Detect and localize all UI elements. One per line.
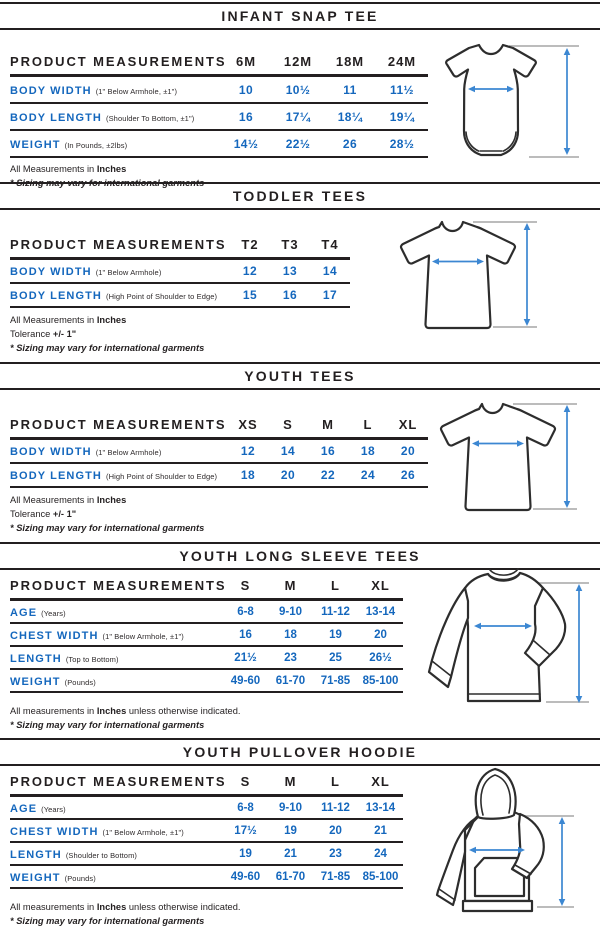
value-cell: 23 xyxy=(329,847,342,860)
value-cell: 6-8 xyxy=(237,801,254,814)
value-cell: 24 xyxy=(374,847,387,860)
row-desc: (1" Below Armhole, ±1") xyxy=(102,827,184,837)
row-desc: (Pounds) xyxy=(64,677,96,687)
measurements-table xyxy=(10,417,428,488)
row-desc: (1" Below Armhole) xyxy=(95,268,162,277)
table-row xyxy=(10,796,403,820)
hoodie-outline xyxy=(437,769,544,911)
section-youth-long-sleeve-tees xyxy=(0,542,600,738)
row-header-cell xyxy=(10,842,223,865)
product-measurements-header: PRODUCT MEASUREMENTS xyxy=(10,54,227,69)
note-text: All Measurements in xyxy=(10,164,97,174)
value-cell: 49-60 xyxy=(230,674,261,687)
value-cell: 18 xyxy=(284,628,297,641)
value-cell: 16 xyxy=(238,109,254,124)
table-row xyxy=(10,623,403,646)
value-cell: 11 xyxy=(343,82,357,97)
row-header-cell xyxy=(10,819,223,842)
value-cell: 20 xyxy=(374,628,387,641)
measurements-table xyxy=(10,54,428,158)
value-cell: 61-70 xyxy=(275,870,306,883)
size-column-header: S xyxy=(240,774,251,789)
value-cell: 19¼ xyxy=(389,109,415,124)
size-column-header: 24M xyxy=(387,54,417,69)
value-cell: 21 xyxy=(284,847,297,860)
value-cell: 26½ xyxy=(369,651,392,664)
value-cell: 15 xyxy=(242,288,258,302)
value-cell: 22½ xyxy=(285,136,311,151)
onesie-outline xyxy=(446,45,536,155)
row-header-cell xyxy=(10,130,220,157)
size-column-header: T2 xyxy=(241,237,259,252)
row-label: WEIGHT xyxy=(10,675,61,688)
youth-long-sleeve-tee-illustration xyxy=(420,556,595,713)
size-column-header: L xyxy=(331,578,340,593)
row-desc: (Top to Bottom) xyxy=(65,654,119,664)
note-text: All measurements in xyxy=(10,706,97,716)
value-cell: 17¼ xyxy=(285,109,311,124)
note-bold-text: +/- 1" xyxy=(52,509,77,520)
value-cell: 22 xyxy=(320,468,336,482)
value-cell: 12 xyxy=(242,264,258,278)
size-column-header: 18M xyxy=(335,54,365,69)
value-cell: 10½ xyxy=(285,82,311,97)
row-header-cell xyxy=(10,259,230,284)
note-text: All Measurements in xyxy=(10,495,97,505)
size-column-header: T4 xyxy=(321,237,339,252)
value-cell: 16 xyxy=(320,444,336,458)
measurements-table xyxy=(10,578,403,693)
value-cell: 13 xyxy=(282,264,298,278)
value-cell: 6-8 xyxy=(237,605,254,618)
row-header-cell xyxy=(10,623,223,646)
section-toddler-tees xyxy=(0,182,600,362)
sizing-note: * Sizing may vary for international garments xyxy=(10,178,205,189)
row-label: BODY WIDTH xyxy=(10,84,92,97)
row-desc: (Years) xyxy=(41,804,66,814)
section-header xyxy=(0,2,600,30)
row-label: WEIGHT xyxy=(10,871,61,884)
section-header xyxy=(0,362,600,390)
row-label: WEIGHT xyxy=(10,138,61,151)
sizing-note: * Sizing may vary for international garments xyxy=(10,916,205,926)
row-label: CHEST WIDTH xyxy=(10,825,99,838)
value-cell: 19 xyxy=(284,824,297,837)
value-cell: 14 xyxy=(280,444,296,458)
note-bold-text: Inches xyxy=(96,902,127,912)
note-bold-text: Inches xyxy=(96,164,127,174)
table-row xyxy=(10,130,428,157)
table-row xyxy=(10,646,403,669)
value-cell: 11-12 xyxy=(321,801,350,814)
table-row xyxy=(10,819,403,842)
section-title: TODDLER TEES xyxy=(232,188,368,204)
value-cell: 10 xyxy=(238,82,254,97)
row-desc: (Pounds) xyxy=(64,873,96,883)
youth-pullover-hoodie-illustration xyxy=(422,760,587,923)
value-cell: 11½ xyxy=(390,82,414,97)
sizing-note: * Sizing may vary for international garments xyxy=(10,523,205,534)
sizing-note: * Sizing may vary for international garments xyxy=(10,343,205,354)
row-header-cell xyxy=(10,646,223,669)
row-desc: (High Point of Shoulder to Edge) xyxy=(105,472,218,481)
section-title: YOUTH LONG SLEEVE TEES xyxy=(179,548,421,564)
value-cell: 11-12 xyxy=(321,605,350,618)
note-text: unless otherwise indicated. xyxy=(126,902,241,912)
size-column-header: M xyxy=(284,578,297,593)
value-cell: 19 xyxy=(329,628,342,641)
note-bold-text: Inches xyxy=(96,495,127,505)
value-cell: 21½ xyxy=(234,651,257,664)
row-desc: (Shoulder to Bottom) xyxy=(65,850,138,860)
tee-outline xyxy=(401,222,515,328)
note-text: unless otherwise indicated. xyxy=(126,706,241,716)
size-column-header: 6M xyxy=(235,54,257,69)
size-column-header: L xyxy=(331,774,340,789)
table-row xyxy=(10,76,428,104)
row-header-cell xyxy=(10,76,220,104)
toddler-tee-illustration xyxy=(385,212,543,343)
table-row xyxy=(10,669,403,692)
row-header-cell xyxy=(10,103,220,130)
value-cell: 18 xyxy=(240,468,256,482)
row-label: BODY WIDTH xyxy=(10,266,92,278)
value-cell: 71-85 xyxy=(320,674,351,687)
note-bold-text: +/- 1" xyxy=(52,329,77,340)
product-measurements-header: PRODUCT MEASUREMENTS xyxy=(10,774,227,789)
body-length-arrow xyxy=(564,405,571,508)
value-cell: 18 xyxy=(360,444,376,458)
row-label: LENGTH xyxy=(10,848,62,861)
value-cell: 12 xyxy=(240,444,256,458)
value-cell: 13-14 xyxy=(365,801,396,814)
note-bold-text: Inches xyxy=(96,706,127,716)
note-text: Tolerance xyxy=(10,509,53,520)
long-sleeve-tee-outline xyxy=(429,569,565,701)
row-desc: (1" Below Armhole, ±1") xyxy=(95,86,178,96)
row-header-cell xyxy=(10,865,223,888)
value-cell: 21 xyxy=(374,824,387,837)
size-column-header: T3 xyxy=(281,237,299,252)
row-desc: (1" Below Armhole) xyxy=(95,448,162,457)
table-row xyxy=(10,259,350,284)
table-header-row xyxy=(10,578,403,600)
table-row xyxy=(10,439,428,464)
value-cell: 61-70 xyxy=(275,674,306,687)
measurements-table xyxy=(10,237,350,308)
value-cell: 23 xyxy=(284,651,297,664)
row-label: CHEST WIDTH xyxy=(10,629,99,642)
table-header-row xyxy=(10,237,350,259)
size-column-header: XS xyxy=(238,417,258,432)
section-youth-tees xyxy=(0,362,600,542)
size-column-header: M xyxy=(322,417,334,432)
row-header-cell xyxy=(10,796,223,820)
row-desc: (1" Below Armhole, ±1") xyxy=(102,631,184,641)
size-column-header: XL xyxy=(371,578,390,593)
size-column-header: M xyxy=(284,774,297,789)
table-row xyxy=(10,103,428,130)
infant-onesie-illustration xyxy=(433,36,583,173)
table-row xyxy=(10,842,403,865)
note-text: Tolerance xyxy=(10,329,53,340)
youth-tee-illustration xyxy=(425,394,583,525)
section-title: YOUTH PULLOVER HOODIE xyxy=(182,744,418,760)
row-label: BODY LENGTH xyxy=(10,290,102,302)
value-cell: 26 xyxy=(342,136,358,151)
size-column-header: L xyxy=(363,417,373,432)
value-cell: 20 xyxy=(280,468,296,482)
row-header-cell xyxy=(10,439,228,464)
value-cell: 19 xyxy=(239,847,252,860)
value-cell: 14 xyxy=(322,264,338,278)
value-cell: 28½ xyxy=(389,136,415,151)
row-desc: (Shoulder To Bottom, ±1") xyxy=(105,113,195,123)
size-column-header: S xyxy=(283,417,293,432)
tee-outline xyxy=(441,404,555,510)
row-label: LENGTH xyxy=(10,652,62,665)
size-column-header: S xyxy=(240,578,251,593)
row-header-cell xyxy=(10,669,223,692)
row-desc: (In Pounds, ±2lbs) xyxy=(64,140,128,150)
value-cell: 17 xyxy=(322,288,338,302)
measurements-table xyxy=(10,774,403,889)
value-cell: 25 xyxy=(329,651,342,664)
section-title: INFANT SNAP TEE xyxy=(221,8,379,24)
row-label: BODY WIDTH xyxy=(10,446,92,458)
sizing-note: * Sizing may vary for international garments xyxy=(10,720,205,731)
value-cell: 9-10 xyxy=(278,801,303,814)
value-cell: 85-100 xyxy=(362,870,399,883)
table-header-row xyxy=(10,54,428,76)
length-arrow xyxy=(559,817,566,906)
table-row xyxy=(10,865,403,888)
row-label: AGE xyxy=(10,802,38,815)
row-label: AGE xyxy=(10,606,38,619)
row-header-cell xyxy=(10,463,228,487)
value-cell: 20 xyxy=(400,444,416,458)
row-header-cell xyxy=(10,283,230,307)
value-cell: 49-60 xyxy=(230,870,261,883)
product-measurements-header: PRODUCT MEASUREMENTS xyxy=(10,237,227,252)
length-arrow xyxy=(576,584,583,703)
size-column-header: XL xyxy=(371,774,390,789)
note-text: All measurements in xyxy=(10,902,97,912)
note-text: All Measurements in xyxy=(10,315,97,325)
value-cell: 71-85 xyxy=(320,870,351,883)
note-bold-text: Inches xyxy=(96,315,127,325)
section-infant-snap-tee xyxy=(0,2,600,189)
section-header xyxy=(0,182,600,210)
value-cell: 9-10 xyxy=(278,605,303,618)
value-cell: 20 xyxy=(329,824,342,837)
row-label: BODY LENGTH xyxy=(10,470,102,482)
value-cell: 16 xyxy=(239,628,252,641)
value-cell: 26 xyxy=(400,468,416,482)
table-header-row xyxy=(10,417,428,439)
table-header-row xyxy=(10,774,403,796)
product-measurements-header: PRODUCT MEASUREMENTS xyxy=(10,417,227,432)
value-cell: 14½ xyxy=(233,136,259,151)
body-length-arrow xyxy=(524,223,531,326)
row-header-cell xyxy=(10,600,223,624)
product-measurements-header: PRODUCT MEASUREMENTS xyxy=(10,578,227,593)
value-cell: 13-14 xyxy=(365,605,396,618)
row-desc: (Years) xyxy=(41,608,66,618)
value-cell: 18¼ xyxy=(337,109,363,124)
value-cell: 16 xyxy=(282,288,298,302)
table-row xyxy=(10,463,428,487)
value-cell: 24 xyxy=(360,468,376,482)
value-cell: 85-100 xyxy=(362,674,399,687)
value-cell: 17½ xyxy=(234,824,257,837)
table-row xyxy=(10,283,350,307)
size-column-header: 12M xyxy=(283,54,313,69)
section-title: YOUTH TEES xyxy=(244,368,356,384)
table-row xyxy=(10,600,403,624)
body-length-arrow xyxy=(564,48,571,155)
row-desc: (High Point of Shoulder to Edge) xyxy=(105,292,218,301)
section-youth-pullover-hoodie xyxy=(0,738,600,926)
size-column-header: XL xyxy=(398,417,418,432)
row-label: BODY LENGTH xyxy=(10,111,102,124)
